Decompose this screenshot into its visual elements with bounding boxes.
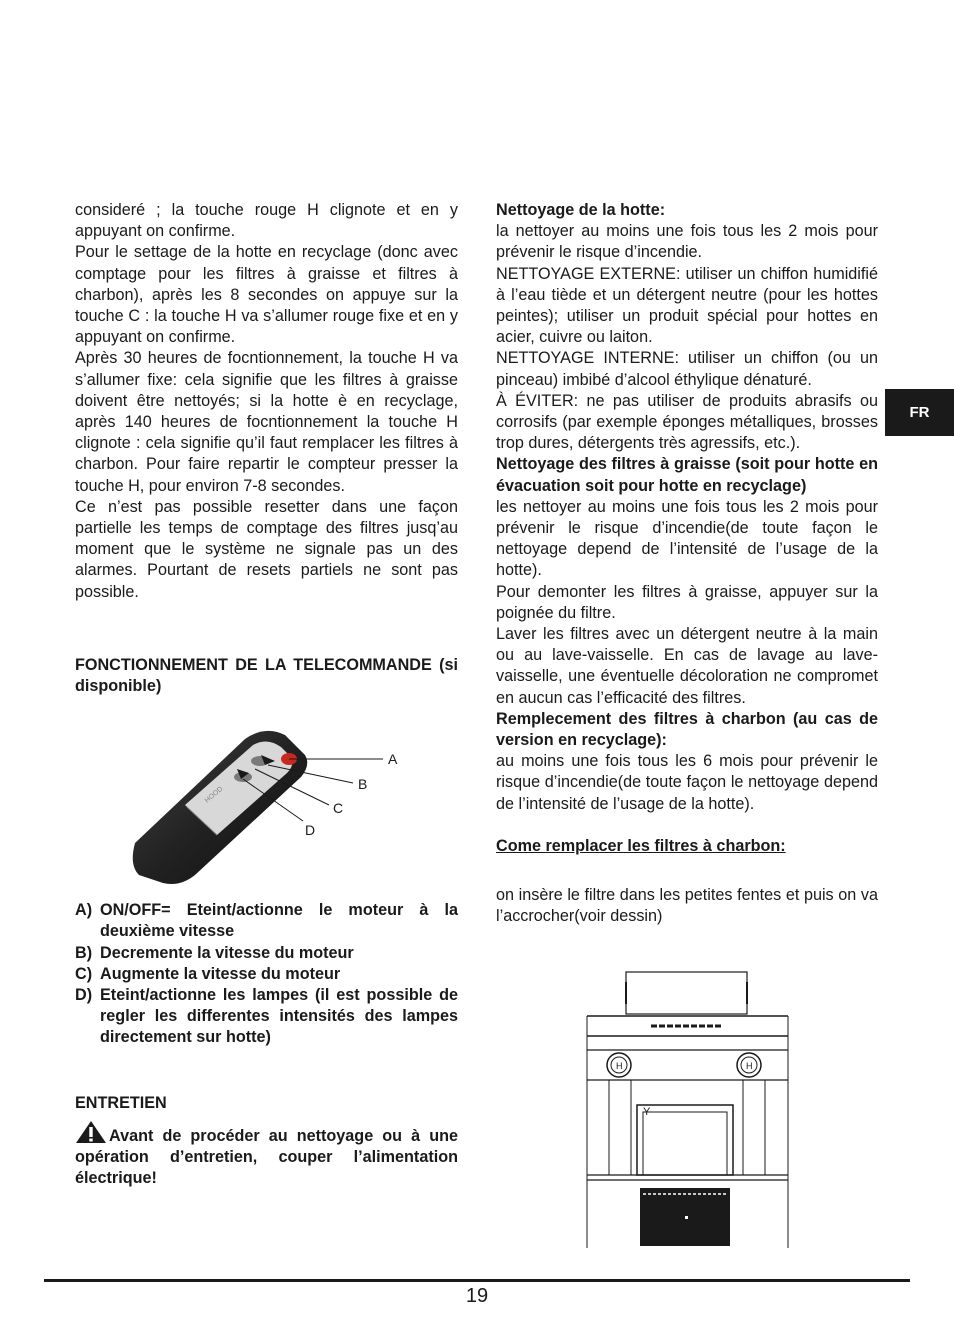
- howto-paragraph: on insère le filtre dans les petites fentes et puis on va l’accrocher(voir dessin): [496, 886, 878, 926]
- cleaning-paragraph: NETTOYAGE INTERNE: utiliser un chiffon (ou un pinceau) imbibé d’alcool éthylique dénaturé.: [496, 349, 878, 389]
- svg-text:Y: Y: [643, 1106, 651, 1118]
- hood-filter-diagram: [585, 970, 790, 1248]
- maintenance-heading: ENTRETIEN: [75, 1093, 167, 1112]
- warning-paragraph: [75, 1120, 458, 1190]
- charcoal-heading: Remplecement des filtres à charbon (au cas de version en recyclage):: [496, 709, 878, 750]
- list-item: C) Augmente la vitesse du moteur: [75, 964, 341, 983]
- intro-paragraph: consideré ; la touche rouge H clignote et en y appuyant on confirme.: [75, 201, 458, 241]
- cleaning-paragraph: NETTOYAGE EXTERNE: utiliser un chiffon humidifié à l’eau tiède et un détergent neutre (pour les hottes peintes); utiliser un produit spécial pour hottes en acier, cuivre ou laiton.: [496, 264, 878, 347]
- page-number: 19: [465, 1285, 489, 1307]
- grease-paragraph: Laver les filtres avec un détergent neutre à la main ou au lave-vaisselle. En cas de lavage au lave-vaisselle, une éventuelle décoloration ne compromet en aucun cas l’efficacité des filtres.: [496, 625, 878, 707]
- right-column: [496, 200, 878, 928]
- callout-c: C: [333, 800, 344, 816]
- intro-paragraph: Après 30 heures de focntionnement, la touche H va s’allumer fixe: cela signifie que les filtres à graisse doivent être nettoyés; si la hotte è en recyclage, après 140 heures de focntionnement la touche H clignote : cela signifie qu’il faut remplacer les filtres à charbon. Pour faire repartir le compteur presser la touche H, pour environ 7-8 secondes.: [75, 349, 458, 495]
- howto-heading: Come remplacer les filtres à charbon:: [496, 836, 786, 855]
- callout-b: B: [358, 776, 368, 792]
- list-item: B) Decremente la vitesse du moteur: [75, 943, 354, 962]
- grease-paragraph: Pour demonter les filtres à graisse, appuyer sur la poignée du filtre.: [496, 582, 878, 622]
- remote-button-list: [75, 900, 458, 1048]
- list-item: A) ON/OFF= Eteint/actionne le moteur à la deuxième vitesse: [75, 901, 458, 941]
- svg-text:H: H: [616, 1061, 623, 1071]
- remote-heading: FONCTIONNEMENT DE LA TELECOMMANDE (si disponible): [75, 655, 458, 696]
- warning-icon: [75, 1120, 107, 1144]
- svg-text:HOOD: HOOD: [203, 785, 225, 805]
- language-tab: FR: [885, 389, 954, 436]
- cleaning-paragraph: la nettoyer au moins une fois tous les 2 mois pour prévenir le risque d’incendie.: [496, 222, 878, 262]
- grease-heading: Nettoyage des filtres à graisse (soit pour hotte en évacuation soit pour hotte en recyclage): [496, 455, 878, 495]
- remote-control-illustration: [125, 725, 425, 890]
- callout-a: A: [388, 751, 398, 767]
- cleaning-heading: Nettoyage de la hotte:: [496, 201, 666, 219]
- charcoal-paragraph: au moins une fois tous les 6 mois pour prévenir le risque d’incendie(de toute façon le nettoyage depend de l’intensité de l’usage de la hotte).: [496, 752, 878, 813]
- intro-paragraph: Pour le settage de la hotte en recyclage (donc avec comptage pour les filtres à graisse et filtres à charbon), après les 8 secondes on appuye sur la touche C : la touche H va s’allumer rouge fixe et en y appuyant on confirme.: [75, 243, 458, 347]
- warning-text: Avant de procéder au nettoyage ou à une opération d’entretien, couper l’alimentation électrique!: [75, 1126, 458, 1188]
- intro-paragraph: Ce n’est pas possible resetter dans une façon partielle les temps de comptage des filtres jusq’au moment que le système ne signale pas un des alarmes. Pourtant de resets partiels ne sont pas possible.: [75, 497, 458, 601]
- left-column: [75, 200, 458, 1190]
- cleaning-paragraph: À ÉVITER: ne pas utiliser de produits abrasifs ou corrosifs (par exemple éponges métalliques, brosses trop dures, détergents très agressifs, etc.).: [496, 391, 878, 453]
- grease-paragraph: les nettoyer au moins une fois tous les 2 mois pour prévenir le risque d’incendie(de toute façon le nettoyage depend de l’intensité de l’usage de la hotte).: [496, 497, 878, 580]
- footer-rule: [44, 1279, 910, 1282]
- callout-d: D: [305, 822, 316, 838]
- list-item: D) Eteint/actionne les lampes (il est possible de regler les differentes intensités des lampes directement sur hotte): [75, 986, 458, 1047]
- svg-text:H: H: [746, 1061, 753, 1071]
